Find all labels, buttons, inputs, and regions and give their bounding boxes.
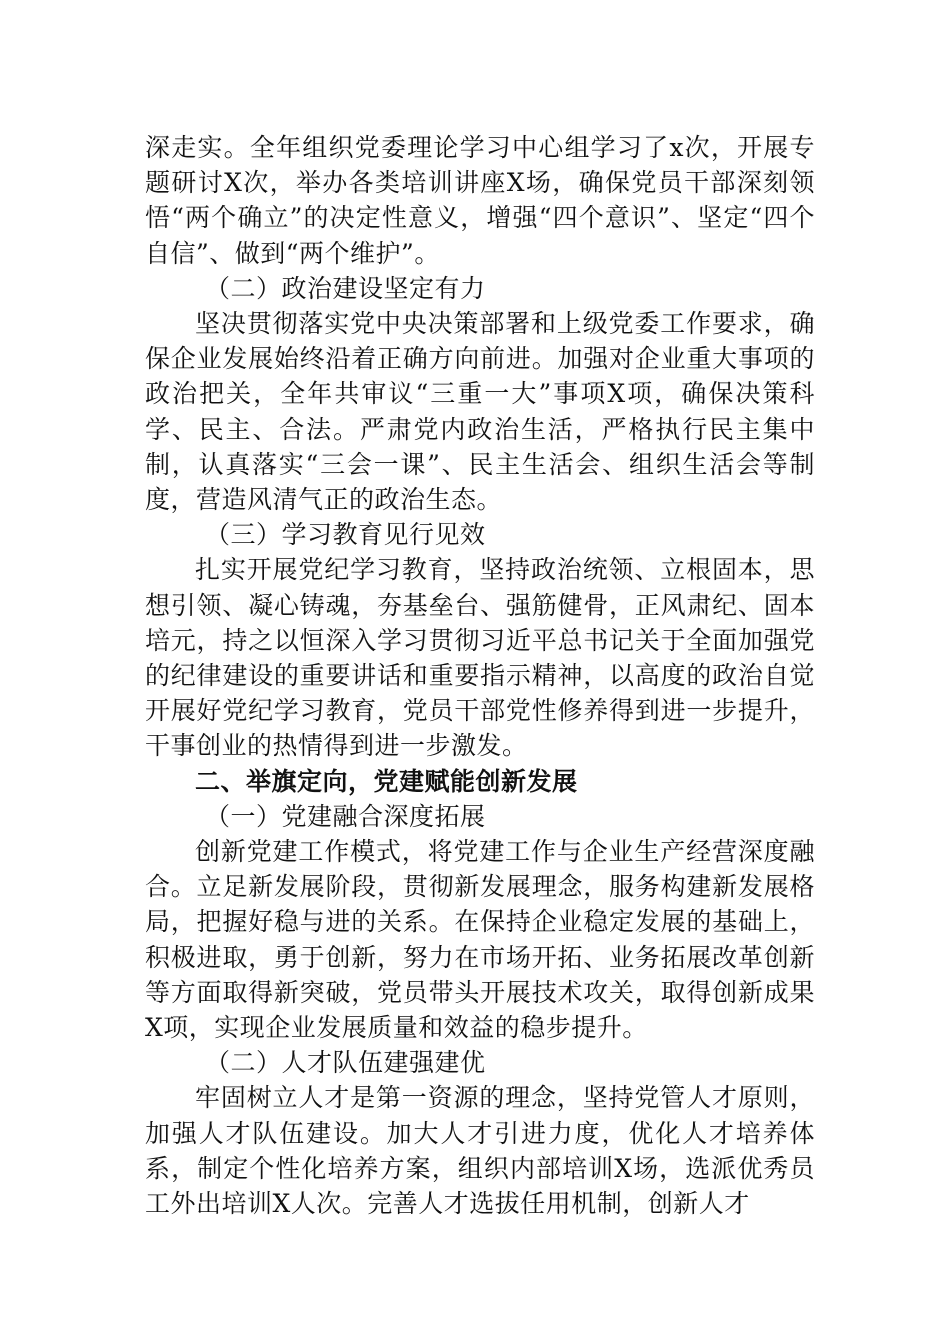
- subheading-learning-education: （三）学习教育见行见效: [205, 520, 486, 550]
- subheading-talent-team: （二）人才队伍建强建优: [205, 1048, 486, 1078]
- document-body: [145, 130, 815, 1221]
- section-heading-two: 二、举旗定向，党建赋能创新发展: [195, 766, 578, 796]
- paragraph-talent-team: 牢固树立人才是第一资源的理念，坚持党管人才原则，加强人才队伍建设。加大人才引进力度，优化人才培养体系，制定个性化培养方案，组织内部培训X场，选派优秀员工外出培训X人次。完善人才选拔任用机制，创新人才: [145, 1083, 815, 1219]
- paragraph-party-integration: 创新党建工作模式，将党建工作与企业生产经营深度融合。立足新发展阶段，贯彻新发展理念，服务构建新发展格局，把握好稳与进的关系。在保持企业稳定发展的基础上，积极进取，勇于创新，努力在市场开拓、业务拓展改革创新等方面取得新突破，党员带头开展技术攻关，取得创新成果X项，实现企业发展质量和效益的稳步提升。: [145, 837, 815, 1043]
- subheading-political-construction: （二）政治建设坚定有力: [205, 273, 486, 303]
- paragraph-theory-study: 深走实。全年组织党委理论学习中心组学习了x次，开展专题研讨X次，举办各类培训讲座X场，确保党员干部深刻领悟“两个确立”的决定性意义，增强“四个意识”、坚定“四个自信”、做到“两个维护”。: [145, 133, 815, 268]
- subheading-party-integration: （一）党建融合深度拓展: [205, 801, 486, 831]
- paragraph-learning-education: 扎实开展党纪学习教育，坚持政治统领、立根固本，思想引领、凝心铸魂，夯基垒台、强筋健骨，正风肃纪、固本培元，持之以恒深入学习贯彻习近平总书记关于全面加强党的纪律建设的重要讲话和重要指示精神，以高度的政治自觉开展好党纪学习教育，党员干部党性修养得到进一步提升，干事创业的热情得到进一步激发。: [145, 555, 815, 761]
- paragraph-political-construction: 坚决贯彻落实党中央决策部署和上级党委工作要求，确保企业发展始终沿着正确方向前进。加强对企业重大事项的政治把关，全年共审议“三重一大”事项X项，确保决策科学、民主、合法。严肃党内政治生活，严格执行民主集中制，认真落实“三会一课”、民主生活会、组织生活会等制度，营造风清气正的政治生态。: [145, 309, 815, 515]
